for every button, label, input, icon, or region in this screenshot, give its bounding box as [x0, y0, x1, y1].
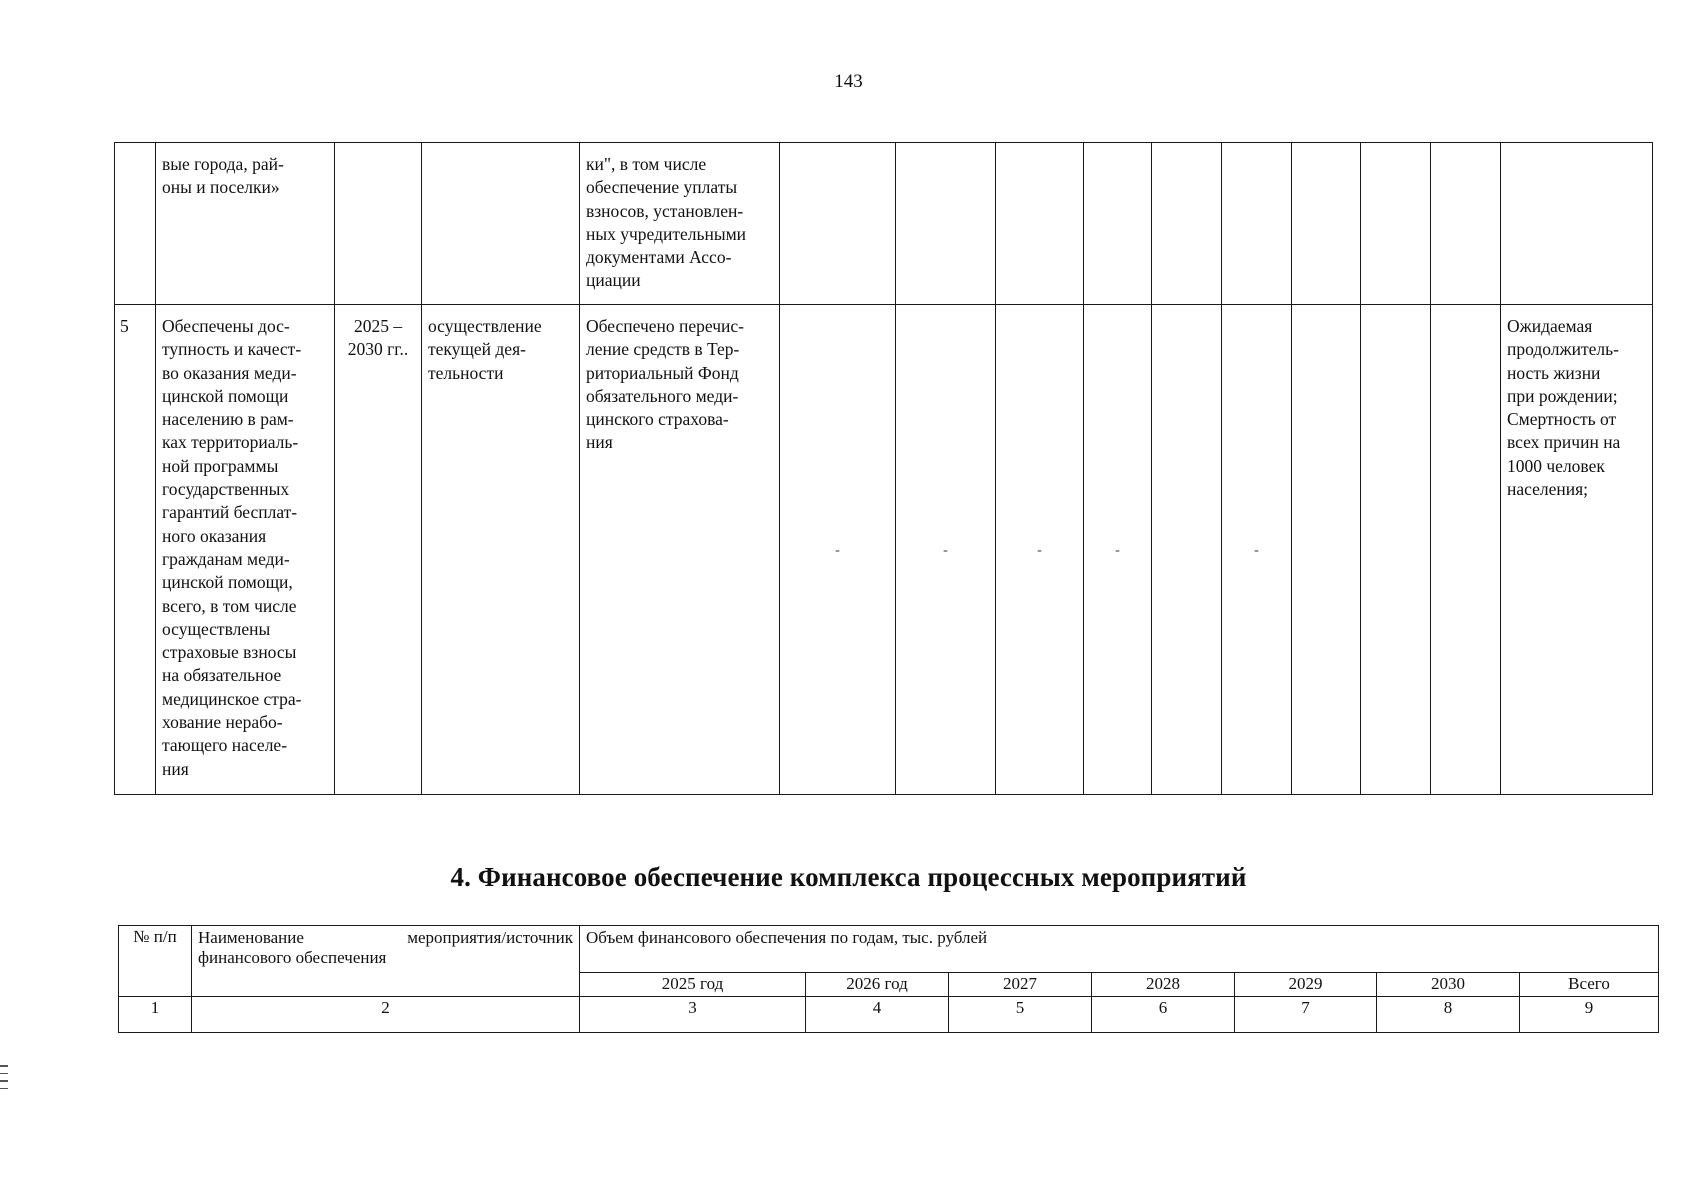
type-cell: осуществление текущей дея- тельности	[422, 305, 580, 795]
value-cell	[1361, 305, 1431, 795]
value-cell	[1292, 305, 1361, 795]
page-number: 143	[834, 71, 863, 92]
year-header: 2030	[1377, 973, 1520, 997]
value-cell	[1152, 305, 1222, 795]
section-title: 4. Финансовое обеспечение комплекса процессных мероприятий	[450, 862, 1247, 892]
value-cell	[996, 143, 1084, 305]
index-cell: 6	[1092, 997, 1235, 1033]
result-cell: ки", в том числе обеспечение уплаты взносов, установлен- ных учредительными документами Ассо- циации	[580, 143, 780, 305]
number-cell	[115, 143, 156, 305]
binding-marks	[0, 1065, 10, 1095]
value-cell	[1361, 143, 1431, 305]
index-cell: 8	[1377, 997, 1520, 1033]
value-cell	[896, 143, 996, 305]
period-cell: 2025 – 2030 гг..	[335, 305, 422, 795]
table-row	[115, 143, 1653, 305]
index-cell: 5	[949, 997, 1092, 1033]
year-header: 2029	[1235, 973, 1377, 997]
name-header: Наименование мероприятия/источник финансового обеспечения	[192, 926, 580, 997]
index-cell: 7	[1235, 997, 1377, 1033]
activities-table	[114, 142, 1653, 795]
number-cell: 5	[115, 305, 156, 795]
year-header: 2027	[949, 973, 1092, 997]
indicator-cell: Ожидаемая продолжитель- ность жизни при рождении; Смертность от всех причин на 1000 человек населения;	[1501, 305, 1653, 795]
number-header: № п/п	[119, 926, 192, 997]
indicator-cell	[1501, 143, 1653, 305]
value-cell: -	[1084, 305, 1152, 795]
value-cell	[1431, 305, 1501, 795]
year-header: 2026 год	[806, 973, 949, 997]
index-cell: 3	[580, 997, 806, 1033]
total-header: Всего	[1520, 973, 1659, 997]
volume-header: Объем финансового обеспечения по годам, тыс. рублей	[580, 926, 1659, 973]
value-cell	[1292, 143, 1361, 305]
name-cell: вые города, рай- оны и поселки»	[156, 143, 335, 305]
value-cell	[1152, 143, 1222, 305]
year-header: 2028	[1092, 973, 1235, 997]
year-header: 2025 год	[580, 973, 806, 997]
type-cell	[422, 143, 580, 305]
index-cell: 2	[192, 997, 580, 1033]
index-cell: 1	[119, 997, 192, 1033]
value-cell: -	[1222, 305, 1292, 795]
index-cell: 4	[806, 997, 949, 1033]
value-cell	[1084, 143, 1152, 305]
period-cell	[335, 143, 422, 305]
value-cell	[1222, 143, 1292, 305]
name-cell: Обеспечены дос- тупность и качест- во оказания меди- цинской помощи населению в рам- ках территориаль- ной программы государственных гарантий бесплат- ного оказания гражданам меди- цинской помощи, всего, в том числе осуществлены страховые взносы на обязательное медицинское стра- хование нерабо- тающего населе- ния	[156, 305, 335, 795]
value-cell: -	[896, 305, 996, 795]
table-row	[115, 305, 1653, 795]
table-row	[119, 997, 1659, 1033]
result-cell: Обеспечено перечис- ление средств в Тер- риториальный Фонд обязательного меди- цинского страхова- ния	[580, 305, 780, 795]
value-cell: -	[780, 305, 896, 795]
financing-table	[118, 925, 1659, 1033]
value-cell	[1431, 143, 1501, 305]
value-cell	[780, 143, 896, 305]
table-header-row	[119, 926, 1659, 973]
value-cell: -	[996, 305, 1084, 795]
index-cell: 9	[1520, 997, 1659, 1033]
